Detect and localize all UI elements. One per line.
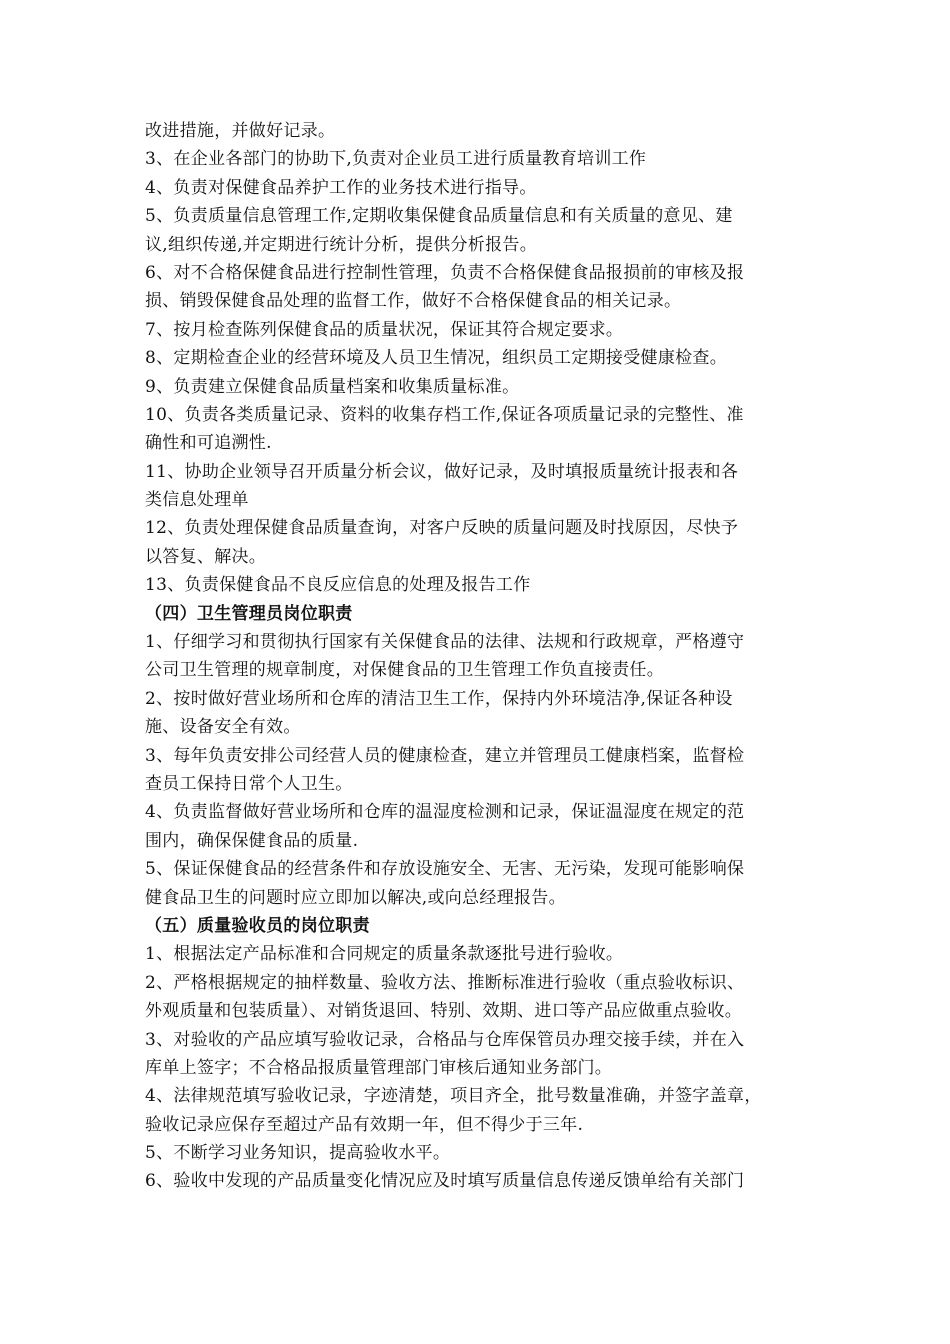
text-line: 公司卫生管理的规章制度，对保健食品的卫生管理工作负直接责任。 <box>145 660 664 681</box>
text-line: 议,组织传递,并定期进行统计分析，提供分析报告。 <box>145 234 538 255</box>
text-line: 改进措施，并做好记录。 <box>145 121 336 141</box>
text-line: 确性和可追溯性. <box>145 433 272 454</box>
text-line: 8、定期检查企业的经营环境及人员卫生情况，组织员工定期接受健康检查。 <box>145 348 728 369</box>
text-line: 健食品卫生的问题时应立即加以解决,或向总经理报告。 <box>145 887 566 908</box>
text-line: 4、法律规范填写验收记录，字迹清楚，项目齐全，批号数量准确，并签字盖章， <box>145 1086 762 1107</box>
text-line: 外观质量和包装质量）、对销货退回、特别、效期、进口等产品应做重点验收。 <box>145 1001 742 1022</box>
text-line: 围内，确保保健食品的质量. <box>145 830 359 851</box>
section-heading: （四）卫生管理员岗位职责 <box>145 603 353 624</box>
text-line: 损、销毁保健食品处理的监督工作，做好不合格保健食品的相关记录。 <box>145 291 682 312</box>
text-line: 5、保证保健食品的经营条件和存放设施安全、无害、无污染，发现可能影响保 <box>145 859 745 880</box>
text-line: 5、不断学习业务知识，提高验收水平。 <box>145 1143 451 1164</box>
text-line: 1、仔细学习和贯彻执行国家有关保健食品的法律、法规和行政规章，严格遵守 <box>145 632 745 653</box>
text-line: 12、负责处理保健食品质量查询，对客户反映的质量问题及时找原因，尽快予 <box>145 518 739 539</box>
text-line: 施、设备安全有效。 <box>145 717 301 738</box>
text-line: 11、协助企业领导召开质量分析会议，做好记录，及时填报质量统计报表和各 <box>145 461 739 482</box>
text-line: 库单上签字；不合格品报质量管理部门审核后通知业务部门。 <box>145 1057 613 1078</box>
document-body <box>145 117 813 1196</box>
text-line: 6、对不合格保健食品进行控制性管理，负责不合格保健食品报损前的审核及报 <box>145 262 745 283</box>
text-line: 验收记录应保存至超过产品有效期一年，但不得少于三年. <box>145 1114 584 1135</box>
text-line: 4、负责对保健食品养护工作的业务技术进行指导。 <box>145 177 537 198</box>
text-line: 2、严格根据规定的抽样数量、验收方法、推断标准进行验收（重点验收标识、 <box>145 972 745 993</box>
text-line: 9、负责建立保健食品质量档案和收集质量标准。 <box>145 376 520 397</box>
text-line: 6、验收中发现的产品质量变化情况应及时填写质量信息传递反馈单给有关部门 <box>145 1171 745 1192</box>
text-line: 3、在企业各部门的协助下,负责对企业员工进行质量教育培训工作 <box>145 149 647 170</box>
text-line: 7、按月检查陈列保健食品的质量状况，保证其符合规定要求。 <box>145 319 624 340</box>
text-line: 以答复、解决。 <box>145 546 267 567</box>
text-line: 1、根据法定产品标准和合同规定的质量条款逐批号进行验收。 <box>145 944 624 965</box>
text-line: 2、按时做好营业场所和仓库的清洁卫生工作，保持内外环境洁净,保证各种设 <box>145 688 733 709</box>
text-line: 13、负责保健食品不良反应信息的处理及报告工作 <box>145 575 531 596</box>
text-line: 4、负责监督做好营业场所和仓库的温湿度检测和记录，保证温湿度在规定的范 <box>145 802 745 823</box>
text-line: 3、每年负责安排公司经营人员的健康检查，建立并管理员工健康档案，监督检 <box>145 745 745 766</box>
text-line: 10、负责各类质量记录、资料的收集存档工作,保证各项质量记录的完整性、准 <box>145 404 744 425</box>
section-heading: （五）质量验收员的岗位职责 <box>145 915 370 936</box>
text-line: 5、负责质量信息管理工作,定期收集保健食品质量信息和有关质量的意见、建 <box>145 206 733 227</box>
text-line: 查员工保持日常个人卫生。 <box>145 773 353 794</box>
text-line: 类信息处理单 <box>145 490 249 511</box>
text-line: 3、对验收的产品应填写验收记录，合格品与仓库保管员办理交接手续，并在入 <box>145 1029 745 1050</box>
